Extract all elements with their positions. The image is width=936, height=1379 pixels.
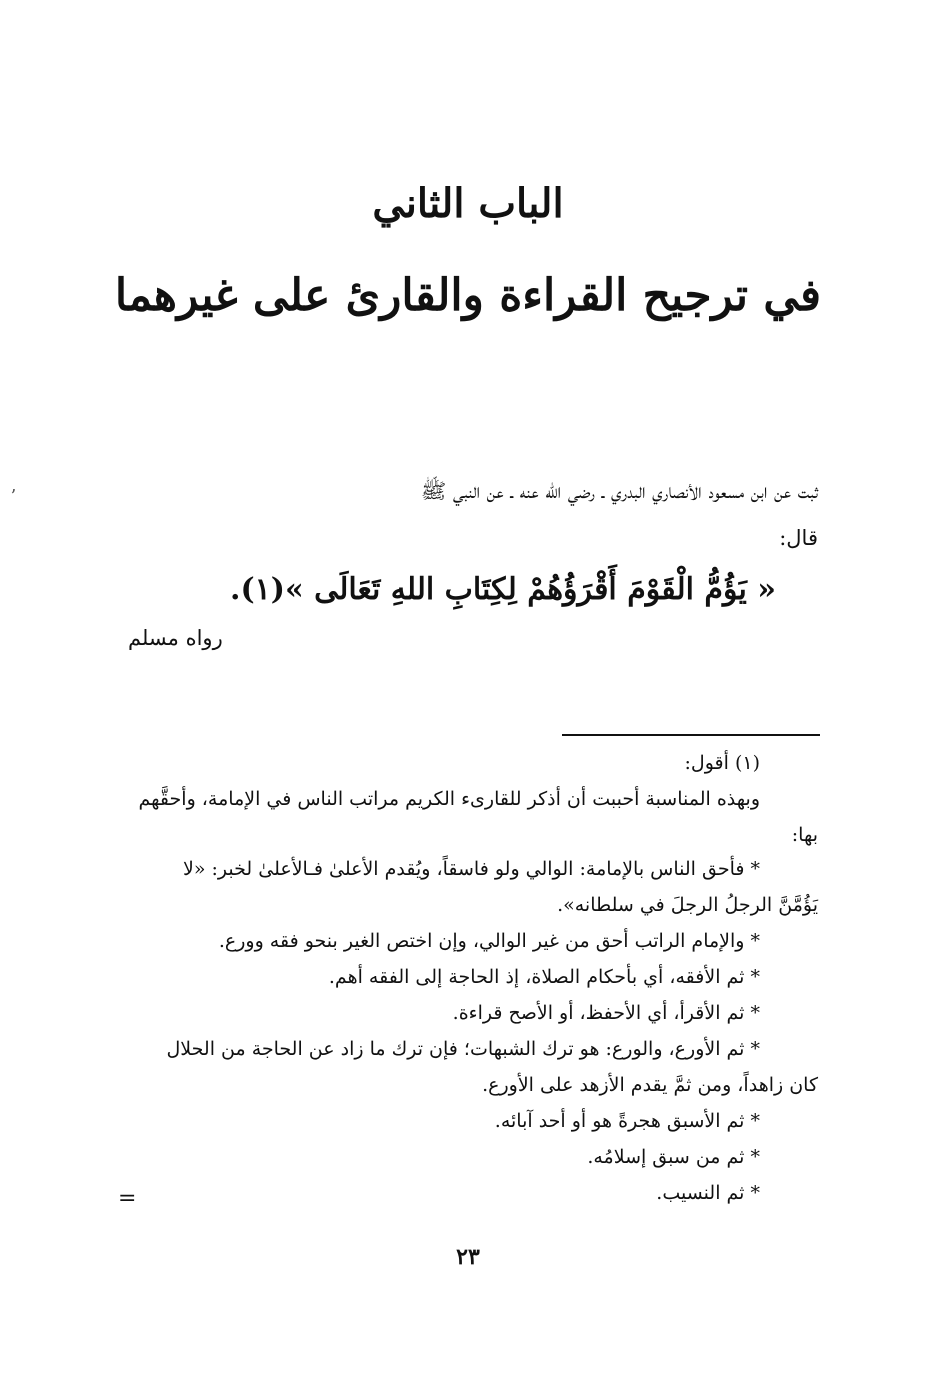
footnote-separator xyxy=(562,734,820,736)
margin-mark: ʼ xyxy=(10,486,16,507)
footnote-line: * ثم الأقرأ، أي الأحفظ، أو الأصح قراءة. xyxy=(452,1002,760,1024)
footnote-line: * فأحق الناس بالإمامة: الوالي ولو فاسقاً، ويُقدم الأعلىٰ فـالأعلىٰ لخبر: «لا xyxy=(183,858,760,880)
chapter-subtitle: في ترجيح القراءة والقارئ على غيرهما xyxy=(114,270,822,321)
footnote-line: كان زاهداً، ومن ثمَّ يقدم الأزهد على الأورع. xyxy=(482,1074,818,1096)
chapter-title: الباب الثاني xyxy=(372,180,564,227)
footnote-line: * ثم النسيب. xyxy=(656,1182,760,1204)
intro-line-continued: قال: xyxy=(779,526,818,550)
footnote-line: * ثم الأسبق هجرةً هو أو أحد آبائه. xyxy=(494,1110,760,1132)
hadith-text: « يَؤُمُّ الْقَوْمَ أَقْرَؤُهُمْ لِكِتَابِ اللهِ تَعَالَى »(١). xyxy=(230,572,776,607)
footnote-line: * ثم الأفقه، أي بأحكام الصلاة، إذ الحاجة إلى الفقه أهم. xyxy=(328,966,760,988)
footnote-line: (١) أقول: xyxy=(684,752,760,774)
footnote-line: * ثم الأورع، والورع: هو ترك الشبهات؛ فإن ترك ما زاد عن الحاجة من الحلال xyxy=(166,1038,760,1060)
footnote-continuation-mark: = xyxy=(118,1186,137,1211)
footnote-line: * ثم من سبق إسلامُه. xyxy=(587,1146,760,1168)
footnote-line: * والإمام الراتب أحق من غير الوالي، وإن اختص الغير بنحو فقه وورع. xyxy=(218,930,760,952)
page-number: ٢٣ xyxy=(456,1244,480,1270)
footnote-line: يَؤُمَّنَّ الرجلُ الرجلَ في سلطانه». xyxy=(557,894,818,916)
intro-line: ثبت عن ابن مسعود الأنصاري البدري ـ رضي الله عنه ـ عن النبي ﷺ xyxy=(420,479,818,503)
footnote-line: وبهذه المناسبة أحببت أن أذكر للقارىء الكريم مراتب الناس في الإمامة، وأحقَّهم xyxy=(138,788,760,810)
footnote-line: بها: xyxy=(791,824,818,846)
narrator-attribution: رواه مسلم xyxy=(128,626,223,650)
